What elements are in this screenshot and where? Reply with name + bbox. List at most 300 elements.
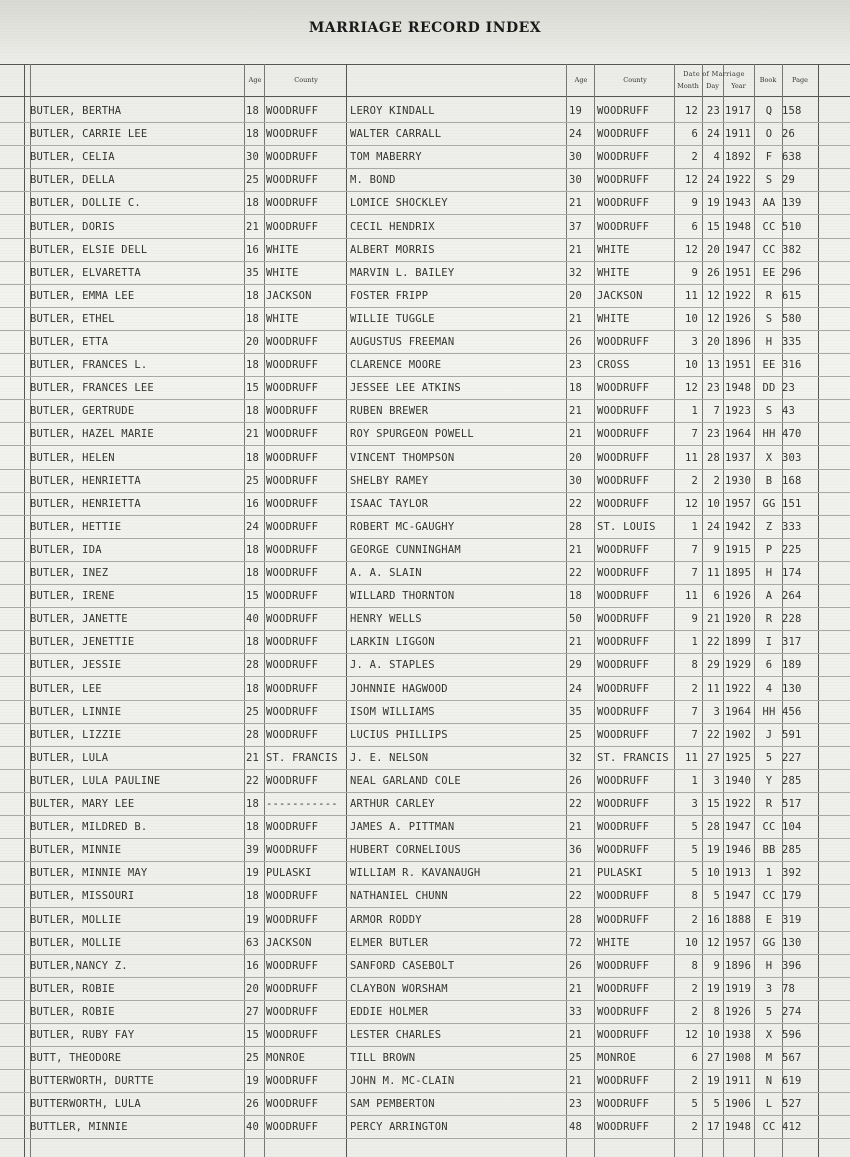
record-row (0, 285, 850, 308)
book-number: CC (762, 1121, 776, 1134)
record-row (0, 562, 850, 585)
bride-county: ST. FRANCIS (266, 751, 338, 764)
book-number: GG (762, 936, 776, 949)
bride-county: WOODRUFF (266, 359, 319, 372)
book-number: CC (762, 243, 776, 256)
marriage-month: 2 (691, 151, 698, 164)
bride-age: 18 (246, 289, 260, 302)
bride-name: BUTLER, ETTA (30, 336, 109, 348)
marriage-month: 11 (684, 289, 698, 302)
book-number: J (765, 728, 773, 741)
groom-name: NATHANIEL CHUNN (350, 890, 448, 903)
marriage-month: 10 (684, 312, 698, 325)
marriage-year: 1925 (725, 751, 752, 764)
bride-age: 28 (246, 659, 260, 672)
groom-county: ST. FRANCIS (597, 751, 669, 764)
record-row (0, 308, 850, 331)
marriage-year: 1948 (725, 220, 752, 233)
marriage-day: 15 (706, 798, 720, 810)
groom-age: 21 (569, 543, 583, 556)
marriage-month: 1 (691, 520, 698, 533)
bride-county: WOODRUFF (266, 1005, 319, 1018)
groom-county: WOODRUFF (597, 590, 650, 603)
marriage-day: 8 (713, 1005, 720, 1018)
record-row (0, 770, 850, 793)
book-number: B (765, 474, 773, 487)
page-number: 130 (782, 682, 802, 695)
record-row (0, 608, 850, 631)
groom-name: WALTER CARRALL (350, 128, 442, 141)
bride-name: BUTLER, MINNIE (30, 844, 122, 857)
groom-county: WOODRUFF (597, 336, 650, 348)
book-number: HH (762, 428, 776, 441)
bride-name: BUTLER, INEZ (30, 567, 109, 579)
page-number: 317 (782, 636, 802, 649)
bride-county: WHITE (266, 312, 299, 325)
record-row (0, 978, 850, 1001)
bride-age: 18 (246, 567, 260, 579)
bride-name: BUTLER, CELIA (30, 151, 115, 164)
bride-name: BUTTERWORTH, LULA (30, 1098, 141, 1111)
page-number: 580 (782, 312, 802, 325)
record-row (0, 262, 850, 285)
page-number: 189 (782, 659, 802, 672)
bride-age: 18 (246, 359, 260, 372)
header-book: Book (759, 76, 777, 84)
marriage-year: 1922 (725, 798, 752, 810)
bride-name: BUTLER, ROBIE (30, 1005, 115, 1018)
groom-name: JOHN M. MC-CLAIN (350, 1075, 455, 1088)
groom-county: JACKSON (597, 289, 643, 302)
marriage-month: 10 (684, 936, 698, 949)
groom-name: JOHNNIE HAGWOOD (350, 682, 448, 695)
book-number: AA (762, 197, 776, 210)
record-row (0, 724, 850, 747)
record-row (0, 516, 850, 539)
groom-age: 21 (569, 1075, 583, 1088)
bride-county: WOODRUFF (266, 474, 319, 487)
bride-age: 18 (246, 128, 260, 141)
marriage-day: 28 (706, 821, 720, 834)
page-number: 510 (782, 220, 802, 233)
groom-age: 21 (569, 1029, 583, 1041)
record-row (0, 701, 850, 724)
bride-county: WOODRUFF (266, 705, 319, 718)
page-number: 333 (782, 520, 802, 533)
record-row (0, 377, 850, 400)
marriage-year: 1896 (725, 959, 752, 972)
marriage-day: 5 (713, 890, 720, 903)
page-number: 470 (782, 428, 802, 441)
bride-county: WOODRUFF (266, 451, 319, 464)
bride-county: WOODRUFF (266, 1029, 319, 1041)
book-number: GG (762, 497, 776, 510)
groom-name: ARTHUR CARLEY (350, 798, 435, 810)
bride-age: 35 (246, 266, 260, 279)
groom-age: 20 (569, 451, 583, 464)
groom-name: HUBERT CORNELIOUS (350, 844, 461, 857)
bride-name: BUTLER, DELLA (30, 174, 115, 187)
bride-age: 40 (246, 613, 260, 626)
bride-age: 18 (246, 821, 260, 834)
marriage-month: 1 (691, 636, 698, 649)
groom-county: WOODRUFF (597, 382, 650, 395)
marriage-day: 10 (706, 497, 720, 510)
groom-age: 22 (569, 567, 583, 579)
marriage-year: 1913 (725, 867, 752, 880)
record-row (0, 447, 850, 470)
bride-county: WOODRUFF (266, 613, 319, 626)
groom-age: 30 (569, 474, 583, 487)
groom-county: WOODRUFF (597, 982, 650, 995)
bride-name: BUTLER, LIZZIE (30, 728, 122, 741)
bride-name: BUTLER, MOLLIE (30, 913, 122, 926)
marriage-year: 1926 (725, 590, 752, 603)
groom-age: 26 (569, 336, 583, 348)
book-number: E (765, 913, 773, 926)
marriage-year: 1919 (725, 982, 752, 995)
record-row (0, 216, 850, 239)
marriage-day: 20 (706, 243, 720, 256)
groom-name: LESTER CHARLES (350, 1029, 442, 1041)
bride-age: 18 (246, 636, 260, 649)
groom-county: WHITE (597, 312, 630, 325)
bride-age: 18 (246, 451, 260, 464)
page-number: 382 (782, 243, 802, 256)
page-number: 23 (782, 382, 796, 395)
bride-county: WOODRUFF (266, 543, 319, 556)
groom-county: PULASKI (597, 867, 643, 880)
record-row (0, 631, 850, 654)
book-number: F (765, 151, 773, 164)
groom-name: ELMER BUTLER (350, 936, 429, 949)
groom-county: WOODRUFF (597, 1005, 650, 1018)
marriage-month: 8 (691, 890, 698, 903)
groom-name: MARVIN L. BAILEY (350, 266, 455, 279)
page-number: 615 (782, 289, 802, 302)
page-number: 319 (782, 913, 802, 926)
page-number: 296 (782, 266, 802, 279)
book-number: P (765, 543, 773, 556)
groom-name: TILL BROWN (350, 1052, 416, 1065)
bride-name: BUTTERWORTH, DURTTE (30, 1075, 154, 1088)
groom-age: 32 (569, 751, 583, 764)
marriage-month: 2 (691, 913, 698, 926)
groom-age: 48 (569, 1121, 583, 1134)
book-number: BB (762, 844, 776, 857)
groom-age: 23 (569, 359, 583, 372)
bride-name: BUTLER, DORIS (30, 220, 115, 233)
page-number: 179 (782, 890, 802, 903)
groom-age: 28 (569, 520, 583, 533)
book-number: DD (762, 382, 776, 395)
groom-age: 21 (569, 243, 583, 256)
marriage-year: 1946 (725, 844, 752, 857)
bride-county: WOODRUFF (266, 382, 319, 395)
bride-county: WOODRUFF (266, 659, 319, 672)
bride-name: BUTLER, ELVARETTA (30, 266, 141, 279)
marriage-year: 1964 (725, 428, 752, 441)
bride-name: BUTTLER, MINNIE (30, 1121, 128, 1134)
groom-county: WOODRUFF (597, 682, 650, 695)
bride-age: 19 (246, 913, 260, 926)
groom-county: WOODRUFF (597, 1121, 650, 1134)
groom-name: LUCIUS PHILLIPS (350, 728, 448, 741)
bride-county: JACKSON (266, 289, 312, 302)
record-row (0, 169, 850, 192)
groom-county: WOODRUFF (597, 959, 650, 972)
bride-county: WOODRUFF (266, 682, 319, 695)
marriage-year: 1895 (725, 567, 752, 579)
groom-name: LOMICE SHOCKLEY (350, 197, 448, 210)
book-number: N (765, 1075, 773, 1088)
marriage-month: 1 (691, 774, 698, 787)
groom-age: 35 (569, 705, 583, 718)
bride-age: 28 (246, 728, 260, 741)
bride-age: 16 (246, 243, 260, 256)
record-row (0, 539, 850, 562)
marriage-month: 7 (691, 705, 698, 718)
groom-county: WOODRUFF (597, 405, 650, 418)
bride-name: BUTLER, FRANCES LEE (30, 382, 154, 395)
page-number: 78 (782, 982, 796, 995)
bride-age: 19 (246, 867, 260, 880)
page-number: 638 (782, 151, 802, 164)
page-number: 517 (782, 798, 802, 810)
groom-name: SHELBY RAMEY (350, 474, 429, 487)
groom-age: 22 (569, 497, 583, 510)
marriage-day: 19 (706, 1075, 720, 1088)
record-row (0, 678, 850, 701)
marriage-year: 1906 (725, 1098, 752, 1111)
marriage-year: 1892 (725, 151, 752, 164)
bride-name: BUTLER, CARRIE LEE (30, 128, 148, 141)
bride-county: WOODRUFF (266, 336, 319, 348)
bride-name: BUTLER, LULA (30, 751, 109, 764)
marriage-year: 1911 (725, 128, 752, 141)
page-number: 285 (782, 844, 802, 857)
record-row (0, 839, 850, 862)
bride-name: BUTLER, GERTRUDE (30, 405, 135, 418)
groom-county: WOODRUFF (597, 428, 650, 441)
marriage-month: 6 (691, 1052, 698, 1065)
page-number: 591 (782, 728, 802, 741)
groom-age: 72 (569, 936, 583, 949)
bride-name: BUTT, THEODORE (30, 1052, 122, 1065)
bride-name: BUTLER, HELEN (30, 451, 115, 464)
bride-name: BUTLER, LULA PAULINE (30, 774, 161, 787)
header-year: Year (731, 82, 746, 90)
bride-age: 18 (246, 312, 260, 325)
groom-county: WOODRUFF (597, 821, 650, 834)
groom-county: MONROE (597, 1052, 637, 1065)
marriage-year: 1888 (725, 913, 752, 926)
groom-county: WOODRUFF (597, 774, 650, 787)
marriage-year: 1942 (725, 520, 752, 533)
bride-county: WOODRUFF (266, 844, 319, 857)
groom-name: AUGUSTUS FREEMAN (350, 336, 455, 348)
bride-name: BUTLER, MOLLIE (30, 936, 122, 949)
bride-age: 63 (246, 936, 260, 949)
marriage-month: 12 (684, 243, 698, 256)
marriage-month: 6 (691, 220, 698, 233)
marriage-day: 7 (713, 405, 720, 418)
page-number: 396 (782, 959, 802, 972)
marriage-year: 1929 (725, 659, 752, 672)
bride-name: BUTLER, EMMA LEE (30, 289, 135, 302)
marriage-day: 19 (706, 982, 720, 995)
groom-county: WOODRUFF (597, 567, 650, 579)
bride-county: WHITE (266, 266, 299, 279)
groom-age: 26 (569, 774, 583, 787)
book-number: R (765, 289, 773, 302)
marriage-day: 10 (706, 1029, 720, 1041)
record-row (0, 1024, 850, 1047)
groom-name: WILLARD THORNTON (350, 590, 455, 603)
marriage-year: 1930 (725, 474, 752, 487)
bride-county: JACKSON (266, 936, 312, 949)
groom-name: LEROY KINDALL (350, 105, 435, 117)
record-row (0, 423, 850, 446)
marriage-year: 1948 (725, 382, 752, 395)
record-row (0, 1047, 850, 1070)
book-number: X (765, 1029, 773, 1041)
page-number: 285 (782, 774, 802, 787)
marriage-day: 11 (706, 567, 720, 579)
page-number: 567 (782, 1052, 802, 1065)
marriage-day: 24 (706, 128, 720, 141)
marriage-day: 23 (706, 428, 720, 441)
bride-age: 21 (246, 428, 260, 441)
marriage-day: 9 (713, 959, 720, 972)
marriage-month: 2 (691, 682, 698, 695)
marriage-day: 27 (706, 1052, 720, 1065)
bride-age: 18 (246, 543, 260, 556)
marriage-month: 7 (691, 728, 698, 741)
header-day: Day (706, 82, 719, 90)
marriage-day: 28 (706, 451, 720, 464)
bride-age: 24 (246, 520, 260, 533)
page-number: 168 (782, 474, 802, 487)
groom-age: 22 (569, 890, 583, 903)
bride-age: 19 (246, 1075, 260, 1088)
record-row (0, 1116, 850, 1139)
bride-county: WOODRUFF (266, 913, 319, 926)
marriage-month: 2 (691, 982, 698, 995)
marriage-year: 1899 (725, 636, 752, 649)
marriage-month: 9 (691, 197, 698, 210)
bride-age: 21 (246, 751, 260, 764)
groom-county: WOODRUFF (597, 1029, 650, 1041)
groom-county: WOODRUFF (597, 174, 650, 187)
book-number: 1 (765, 867, 773, 880)
groom-age: 26 (569, 959, 583, 972)
marriage-month: 6 (691, 128, 698, 141)
bride-county: WOODRUFF (266, 428, 319, 441)
marriage-year: 1911 (725, 1075, 752, 1088)
bride-age: 22 (246, 774, 260, 787)
bride-name: BUTLER, FRANCES L. (30, 359, 148, 372)
marriage-year: 1908 (725, 1052, 752, 1065)
bride-county: WHITE (266, 243, 299, 256)
marriage-month: 12 (684, 174, 698, 187)
bride-county: WOODRUFF (266, 220, 319, 233)
book-number: R (765, 798, 773, 810)
bride-age: 15 (246, 382, 260, 395)
groom-county: WHITE (597, 243, 630, 256)
record-row (0, 123, 850, 146)
marriage-month: 7 (691, 543, 698, 556)
bride-county: WOODRUFF (266, 890, 319, 903)
page-number: 151 (782, 497, 802, 510)
marriage-day: 22 (706, 728, 720, 741)
record-row (0, 585, 850, 608)
book-number: Q (765, 105, 773, 117)
page-number: 335 (782, 336, 802, 348)
marriage-year: 1938 (725, 1029, 752, 1041)
marriage-month: 7 (691, 567, 698, 579)
bride-county: WOODRUFF (266, 959, 319, 972)
marriage-month: 11 (684, 451, 698, 464)
marriage-day: 10 (706, 867, 720, 880)
marriage-year: 1915 (725, 543, 752, 556)
bride-name: BUTLER, IDA (30, 543, 102, 556)
marriage-day: 2 (713, 474, 720, 487)
bride-age: 25 (246, 1052, 260, 1065)
groom-name: J. E. NELSON (350, 751, 429, 764)
bride-name: BUTLER, MISSOURI (30, 890, 135, 903)
marriage-month: 1 (691, 405, 698, 418)
book-number: Y (765, 774, 773, 787)
groom-age: 19 (569, 105, 583, 117)
groom-age: 21 (569, 982, 583, 995)
marriage-day: 12 (706, 936, 720, 949)
bride-name: BUTLER, JESSIE (30, 659, 122, 672)
bride-county: WOODRUFF (266, 197, 319, 210)
groom-county: WOODRUFF (597, 728, 650, 741)
page-number: 43 (782, 405, 796, 418)
groom-age: 21 (569, 821, 583, 834)
bride-name: BUTLER,NANCY Z. (30, 959, 128, 972)
groom-age: 50 (569, 613, 583, 626)
bride-name: BUTLER, JENETTIE (30, 636, 135, 649)
record-row (0, 146, 850, 169)
groom-name: SAM PEMBERTON (350, 1098, 435, 1111)
bride-age: 16 (246, 959, 260, 972)
record-row (0, 909, 850, 932)
groom-age: 32 (569, 266, 583, 279)
bride-name: BUTLER, ELSIE DELL (30, 243, 148, 256)
groom-age: 21 (569, 867, 583, 880)
bride-county: WOODRUFF (266, 590, 319, 603)
bride-name: BUTLER, RUBY FAY (30, 1029, 135, 1041)
bride-county: WOODRUFF (266, 497, 319, 510)
page-number: 412 (782, 1121, 802, 1134)
bride-county: WOODRUFF (266, 151, 319, 164)
bride-age: 15 (246, 1029, 260, 1041)
groom-name: WILLIE TUGGLE (350, 312, 435, 325)
groom-age: 21 (569, 428, 583, 441)
groom-age: 18 (569, 590, 583, 603)
bride-name: BULTER, MARY LEE (30, 798, 135, 810)
page-number: 316 (782, 359, 802, 372)
bride-county: WOODRUFF (266, 982, 319, 995)
marriage-year: 1922 (725, 289, 752, 302)
groom-county: WOODRUFF (597, 844, 650, 857)
record-row (0, 1070, 850, 1093)
marriage-day: 27 (706, 751, 720, 764)
row-rule (0, 1138, 850, 1139)
